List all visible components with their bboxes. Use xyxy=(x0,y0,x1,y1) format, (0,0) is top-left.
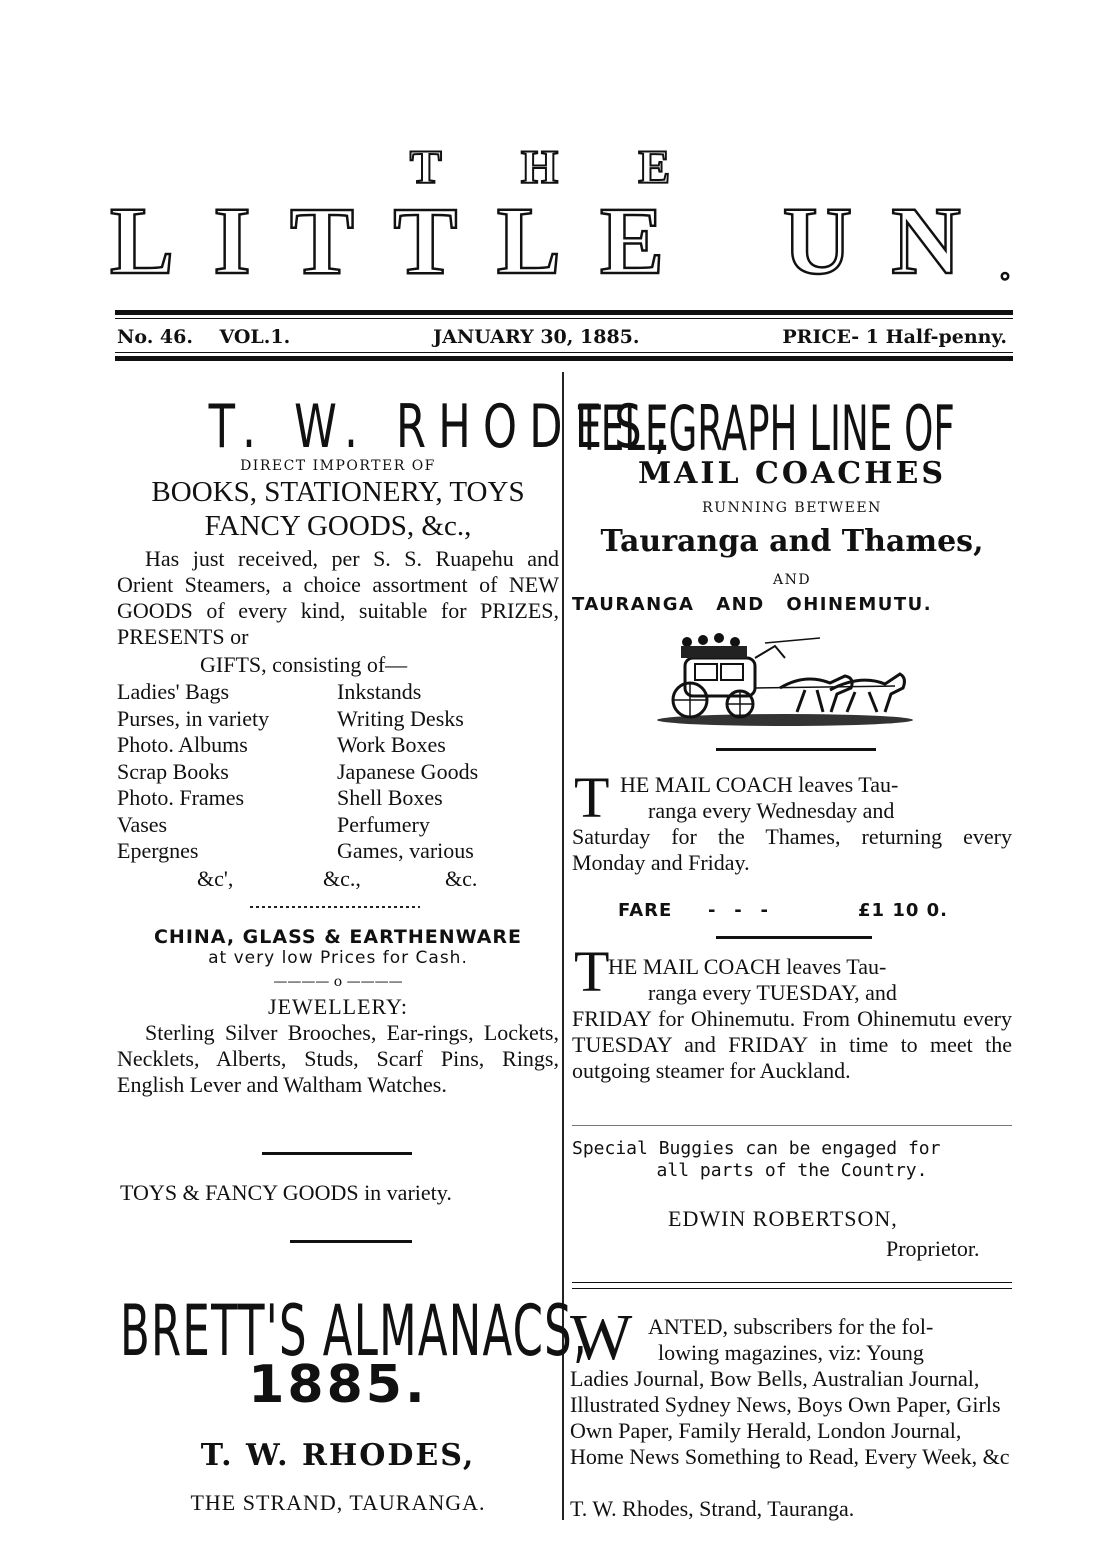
masthead-letter: T xyxy=(290,187,355,294)
issue-line xyxy=(117,324,1007,350)
section-rule xyxy=(572,1282,1012,1283)
buggies-line1: Special Buggies can be engaged for xyxy=(572,1138,941,1159)
coach-route1: Tauranga and Thames, xyxy=(600,524,984,559)
coach-p2-rest: FRIDAY for Ohinemutu. From Ohinemutu every TUESDAY and FRIDAY in time to meet the outgoing steamer for Auckland. xyxy=(572,1006,1012,1083)
drop-cap: T xyxy=(574,939,610,1004)
goods-item: Purses, in variety xyxy=(117,705,270,731)
masthead-letter: L xyxy=(110,187,175,294)
rhodes-intro: Has just received, per S. S. Ruapehu and Orient Steamers, a choice assortment of NEW GOODS of every kind, suitable for PRIZES, PRESENTS or xyxy=(117,546,559,649)
coach-paragraph-1 xyxy=(572,765,1012,882)
goods-item: Epergnes xyxy=(117,838,199,863)
proprietor-title: Proprietor. xyxy=(886,1236,980,1261)
coach-p2-line1: HE MAIL COACH leaves Tau- xyxy=(608,954,887,979)
etc-1: &c', xyxy=(197,866,234,891)
etc-2: &c., xyxy=(323,866,361,891)
masthead-letter: E xyxy=(600,187,665,294)
brett-year: 1885. xyxy=(248,1355,428,1415)
proprietor-name: EDWIN ROBERTSON, xyxy=(668,1206,898,1231)
wanted-line1: ANTED, subscribers for the fol- xyxy=(648,1314,934,1339)
issue-date: JANUARY 30, 1885. xyxy=(433,326,640,348)
brett-title: BRETT'S ALMANACS, xyxy=(120,1290,589,1372)
masthead-letter: U xyxy=(782,187,853,294)
issue-number-text: No. 46. xyxy=(117,326,193,348)
o-separator: ———— o ———— xyxy=(273,974,403,990)
coach-and: AND xyxy=(772,572,812,588)
masthead-title xyxy=(110,187,1010,294)
masthead-letter: N xyxy=(891,187,961,294)
section-rule xyxy=(572,1288,1012,1289)
issue-rule-thick xyxy=(115,356,1013,361)
issue-price: PRICE- 1 Half-penny. xyxy=(782,326,1007,348)
china-sub: at very low Prices for Cash. xyxy=(208,948,468,968)
goods-item: Perfumery xyxy=(337,811,430,837)
rhodes-intro-end: GIFTS, consisting of— xyxy=(200,652,408,677)
masthead-letter: L xyxy=(496,187,561,294)
coach-route2: TAURANGA AND OHINEMUTU. xyxy=(572,594,933,615)
masthead-the: T H E xyxy=(409,141,705,194)
goods-list xyxy=(117,679,557,865)
rhodes-line2: FANCY GOODS, &c., xyxy=(204,510,472,542)
china-heading: CHINA, GLASS & EARTHENWARE xyxy=(153,926,523,948)
coach-running: RUNNING BETWEEN xyxy=(702,500,882,516)
goods-item: Shell Boxes xyxy=(337,785,443,810)
goods-item: Games, various xyxy=(337,838,474,863)
fare-dashes: - - - xyxy=(708,900,769,921)
stagecoach-illustration xyxy=(655,628,915,730)
issue-rule-thin xyxy=(115,352,1013,353)
goods-item: Writing Desks xyxy=(337,705,464,731)
short-rule xyxy=(716,748,876,751)
goods-item: Vases xyxy=(117,811,168,837)
rhodes-line1: BOOKS, STATIONERY, TOYS xyxy=(151,476,525,508)
coach-p1-line2: ranga every Wednesday and xyxy=(648,798,895,823)
coach-p1-line1: HE MAIL COACH leaves Tau- xyxy=(620,772,899,797)
jewellery-text: Sterling Silver Brooches, Ear-rings, Lockets, Necklets, Alberts, Studs, Scarf Pins, Rings, English Lever and Waltham Watches. xyxy=(117,1020,559,1097)
coach-title: TELEGRAPH LINE OF xyxy=(578,392,955,465)
coach-p2-line2: ranga every TUESDAY, and xyxy=(648,980,897,1005)
toys-line: TOYS & FANCY GOODS in variety. xyxy=(120,1180,452,1205)
thin-divider xyxy=(572,1125,1012,1126)
short-rule xyxy=(290,1240,412,1243)
goods-item: Japanese Goods xyxy=(337,758,479,784)
masthead-rule-top xyxy=(115,310,1013,315)
issue-number xyxy=(117,326,290,348)
fare-value: £1 10 0. xyxy=(858,900,948,921)
drop-cap: T xyxy=(574,765,610,830)
masthead-rule-thin xyxy=(115,318,1013,319)
brett-rhodes-name: T. W. RHODES, xyxy=(200,1438,476,1473)
rhodes-name: T. W. RHODES, xyxy=(208,392,680,462)
masthead-period: . xyxy=(999,243,1010,288)
short-rule xyxy=(716,936,872,939)
wanted-line2: lowing magazines, viz: Young xyxy=(658,1340,924,1365)
goods-item: Photo. Frames xyxy=(117,785,245,810)
buggies-line2: all parts of the Country. xyxy=(656,1160,928,1181)
jewellery-heading: JEWELLERY: xyxy=(268,994,408,1019)
coach-paragraph-2 xyxy=(572,939,1012,1106)
goods-item: Ladies' Bags xyxy=(117,679,230,704)
coach-subtitle: MAIL COACHES xyxy=(637,456,947,491)
drop-cap: W xyxy=(570,1301,633,1374)
wavy-divider xyxy=(250,906,420,908)
goods-item: Inkstands xyxy=(337,679,422,704)
coach-p1-rest: Saturday for the Thames, returning every Monday and Friday. xyxy=(572,824,1012,875)
goods-item: Photo. Albums xyxy=(117,732,248,757)
rhodes-importer: DIRECT IMPORTER OF xyxy=(240,458,436,474)
goods-etc xyxy=(117,866,557,892)
masthead-letter: T xyxy=(393,187,458,294)
goods-item: Scrap Books xyxy=(117,758,229,784)
wanted-signature: T. W. Rhodes, Strand, Tauranga. xyxy=(570,1496,855,1521)
brett-address: THE STRAND, TAURANGA. xyxy=(190,1490,486,1515)
wanted-rest: Ladies Journal, Bow Bells, Australian Journal, Illustrated Sydney News, Boys Own Paper, Girls Own Paper, Family Herald, London Journal, Home News Something to Read, Every Week, &c xyxy=(570,1366,1010,1469)
masthead-letter: I xyxy=(213,187,251,294)
short-rule xyxy=(262,1152,412,1155)
issue-volume: VOL.1. xyxy=(219,326,291,348)
wanted-ad xyxy=(570,1301,1012,1530)
fare-label: FARE xyxy=(618,900,673,921)
etc-3: &c. xyxy=(445,866,478,891)
goods-item: Work Boxes xyxy=(337,732,446,757)
